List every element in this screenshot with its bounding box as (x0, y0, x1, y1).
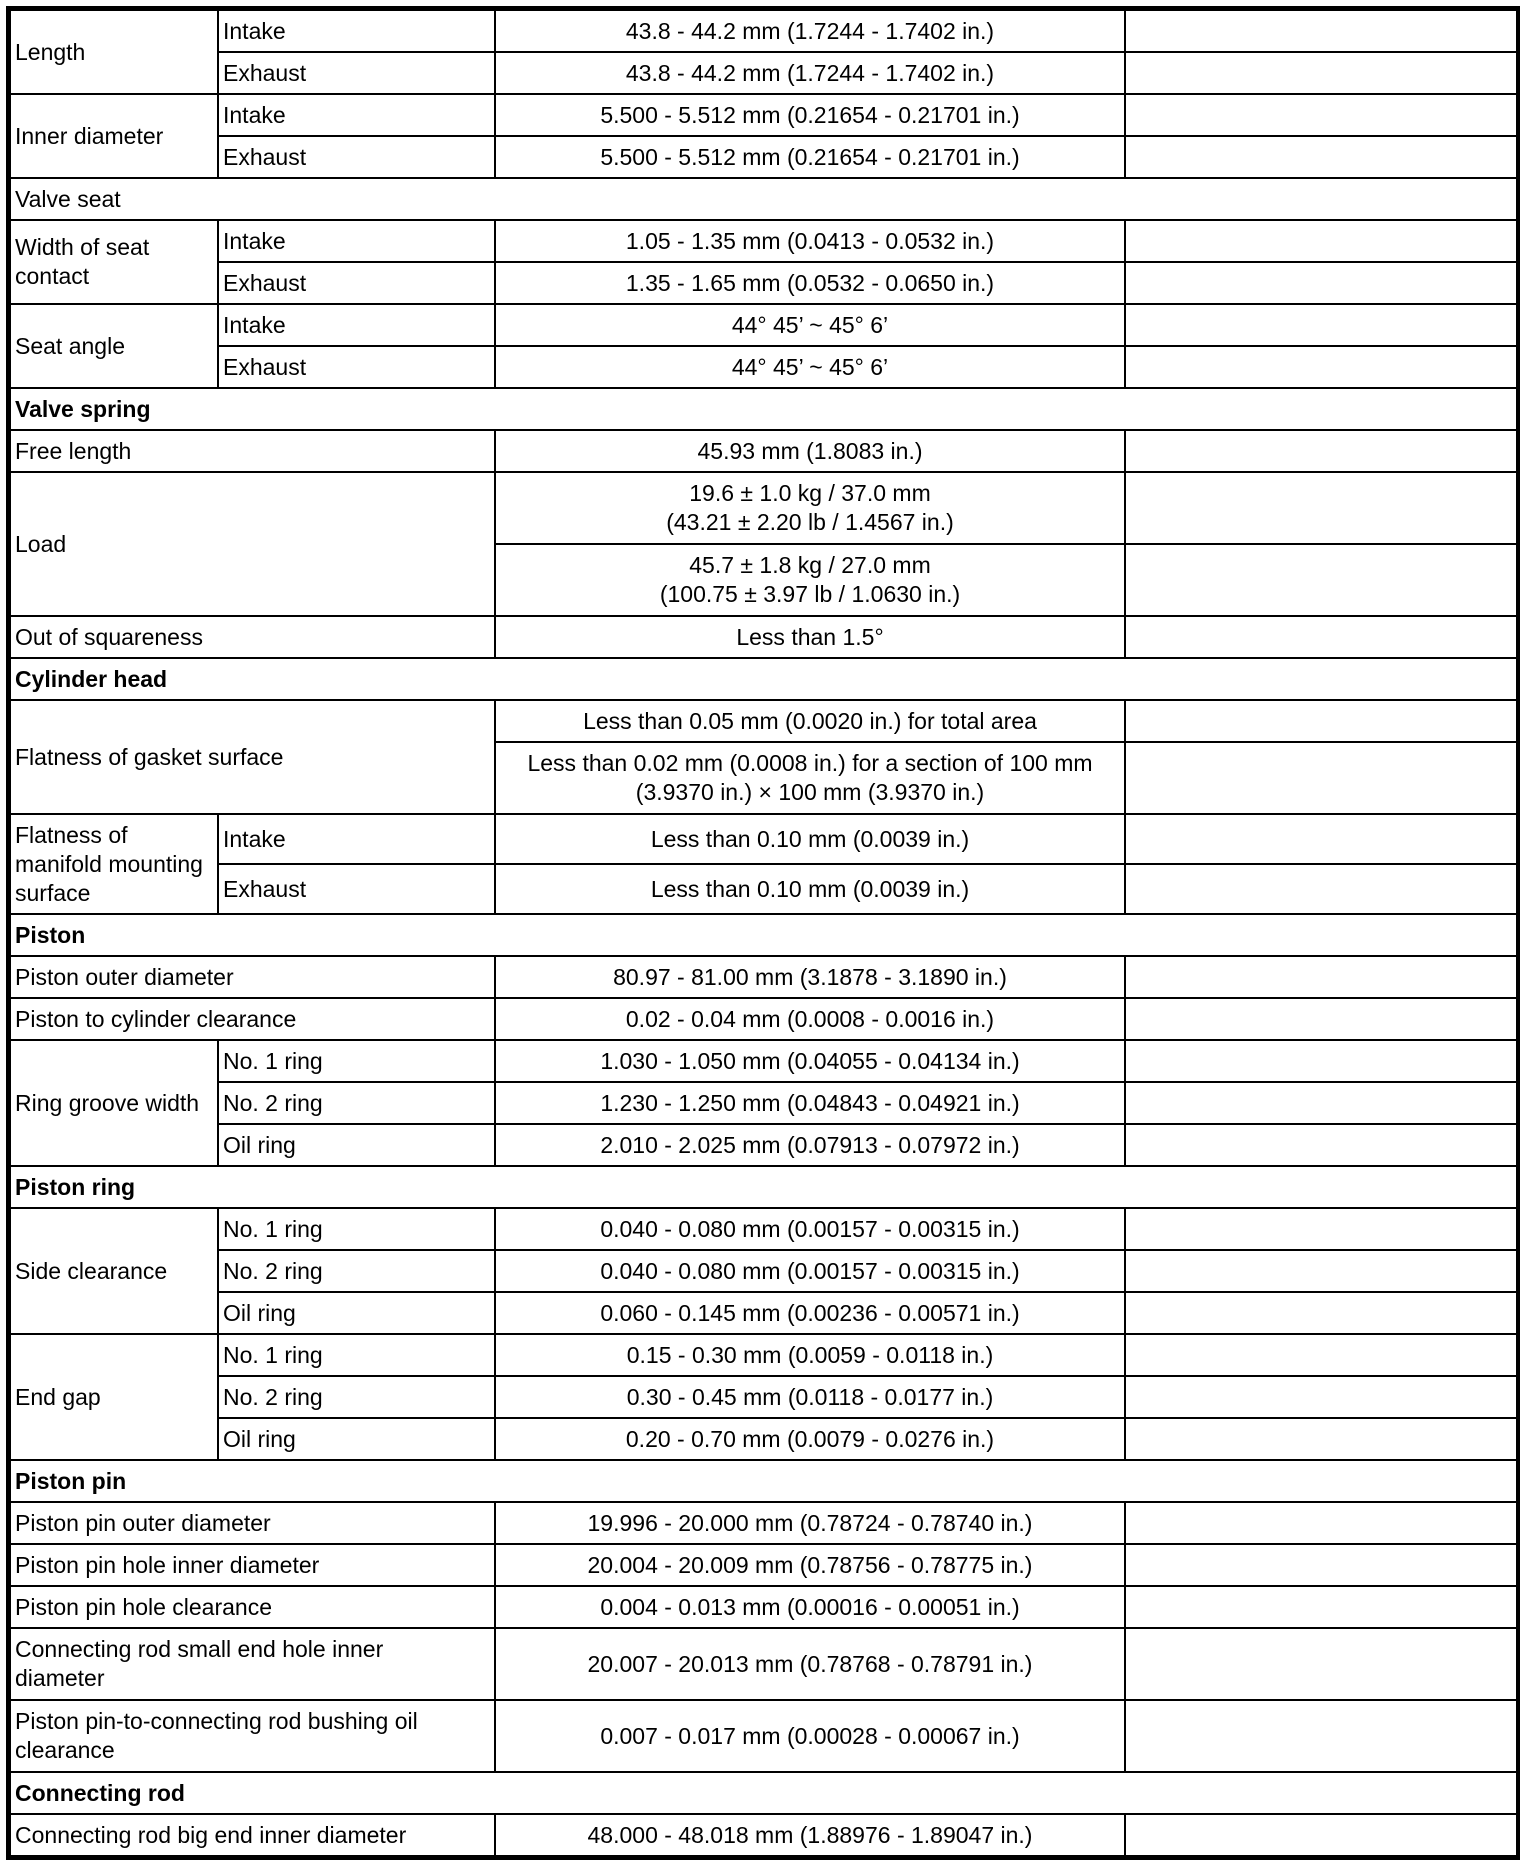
section-row (10, 178, 1517, 220)
sub-label: No. 2 ring (218, 1082, 495, 1124)
spec-value: 0.060 - 0.145 mm (0.00236 - 0.00571 in.) (495, 1292, 1125, 1334)
sub-label: Intake (218, 10, 495, 52)
table-row (10, 1292, 1517, 1334)
blank-cell (1125, 544, 1517, 616)
section-row (10, 658, 1517, 700)
section-heading: Valve seat (10, 178, 1517, 220)
spec-value: 0.30 - 0.45 mm (0.0118 - 0.0177 in.) (495, 1376, 1125, 1418)
item-label: Piston pin hole clearance (10, 1586, 495, 1628)
section-row (10, 1460, 1517, 1502)
sub-label: Intake (218, 94, 495, 136)
group-label: Flatness of manifold mounting surface (10, 814, 218, 914)
spec-value: 0.004 - 0.013 mm (0.00016 - 0.00051 in.) (495, 1586, 1125, 1628)
table-row (10, 346, 1517, 388)
blank-cell (1125, 814, 1517, 864)
blank-cell (1125, 616, 1517, 658)
group-label: Inner diameter (10, 94, 218, 178)
table-row (10, 1334, 1517, 1376)
blank-cell (1125, 1544, 1517, 1586)
sub-label: Exhaust (218, 52, 495, 94)
table-row (10, 472, 1517, 544)
table-row (10, 1040, 1517, 1082)
table-row (10, 998, 1517, 1040)
spec-value: 1.35 - 1.65 mm (0.0532 - 0.0650 in.) (495, 262, 1125, 304)
section-heading: Valve spring (10, 388, 1517, 430)
item-label: Piston pin-to-connecting rod bushing oil clearance (10, 1700, 495, 1772)
blank-cell (1125, 1292, 1517, 1334)
section-heading: Cylinder head (10, 658, 1517, 700)
sub-label: No. 2 ring (218, 1376, 495, 1418)
section-heading: Piston ring (10, 1166, 1517, 1208)
spec-value: 48.000 - 48.018 mm (1.88976 - 1.89047 in.) (495, 1814, 1125, 1856)
item-label: Free length (10, 430, 495, 472)
sub-label: No. 1 ring (218, 1040, 495, 1082)
table-row (10, 1376, 1517, 1418)
blank-cell (1125, 1418, 1517, 1460)
spec-value: 0.040 - 0.080 mm (0.00157 - 0.00315 in.) (495, 1208, 1125, 1250)
blank-cell (1125, 10, 1517, 52)
spec-value: 5.500 - 5.512 mm (0.21654 - 0.21701 in.) (495, 136, 1125, 178)
sub-label: Intake (218, 220, 495, 262)
spec-value: 45.7 ± 1.8 kg / 27.0 mm (100.75 ± 3.97 lb / 1.0630 in.) (495, 544, 1125, 616)
blank-cell (1125, 430, 1517, 472)
sub-label: Oil ring (218, 1418, 495, 1460)
blank-cell (1125, 1208, 1517, 1250)
spec-value: 1.230 - 1.250 mm (0.04843 - 0.04921 in.) (495, 1082, 1125, 1124)
spec-table-body (10, 10, 1517, 1856)
spec-value: Less than 0.05 mm (0.0020 in.) for total area (495, 700, 1125, 742)
spec-value: 43.8 - 44.2 mm (1.7244 - 1.7402 in.) (495, 10, 1125, 52)
spec-value: 0.20 - 0.70 mm (0.0079 - 0.0276 in.) (495, 1418, 1125, 1460)
group-label: Ring groove width (10, 1040, 218, 1166)
group-label: Width of seat contact (10, 220, 218, 304)
sub-label: No. 2 ring (218, 1250, 495, 1292)
spec-value: 44° 45’ ~ 45° 6’ (495, 346, 1125, 388)
blank-cell (1125, 52, 1517, 94)
spec-value: 0.15 - 0.30 mm (0.0059 - 0.0118 in.) (495, 1334, 1125, 1376)
blank-cell (1125, 262, 1517, 304)
sub-label: Exhaust (218, 136, 495, 178)
table-row (10, 52, 1517, 94)
table-row (10, 1250, 1517, 1292)
group-label: Side clearance (10, 1208, 218, 1334)
table-row (10, 262, 1517, 304)
sub-label: No. 1 ring (218, 1208, 495, 1250)
spec-value: Less than 0.10 mm (0.0039 in.) (495, 864, 1125, 914)
spec-value: 44° 45’ ~ 45° 6’ (495, 304, 1125, 346)
table-row (10, 430, 1517, 472)
item-label: Connecting rod small end hole inner diameter (10, 1628, 495, 1700)
blank-cell (1125, 1376, 1517, 1418)
table-row (10, 700, 1517, 742)
table-row (10, 1082, 1517, 1124)
blank-cell (1125, 1814, 1517, 1856)
item-label: Flatness of gasket surface (10, 700, 495, 814)
table-row (10, 616, 1517, 658)
blank-cell (1125, 1040, 1517, 1082)
section-row (10, 1166, 1517, 1208)
blank-cell (1125, 1082, 1517, 1124)
spec-value: 0.040 - 0.080 mm (0.00157 - 0.00315 in.) (495, 1250, 1125, 1292)
section-row (10, 388, 1517, 430)
table-row (10, 1418, 1517, 1460)
table-row (10, 1208, 1517, 1250)
spec-value: 20.007 - 20.013 mm (0.78768 - 0.78791 in.) (495, 1628, 1125, 1700)
table-row (10, 864, 1517, 914)
table-row (10, 1814, 1517, 1856)
sub-label: Exhaust (218, 262, 495, 304)
blank-cell (1125, 1586, 1517, 1628)
table-row (10, 304, 1517, 346)
blank-cell (1125, 472, 1517, 544)
table-row (10, 1502, 1517, 1544)
spec-value: 5.500 - 5.512 mm (0.21654 - 0.21701 in.) (495, 94, 1125, 136)
spec-value: 20.004 - 20.009 mm (0.78756 - 0.78775 in.) (495, 1544, 1125, 1586)
spec-value: 0.007 - 0.017 mm (0.00028 - 0.00067 in.) (495, 1700, 1125, 1772)
sub-label: No. 1 ring (218, 1334, 495, 1376)
spec-value: 19.996 - 20.000 mm (0.78724 - 0.78740 in.) (495, 1502, 1125, 1544)
spec-value: 80.97 - 81.00 mm (3.1878 - 3.1890 in.) (495, 956, 1125, 998)
blank-cell (1125, 998, 1517, 1040)
section-row (10, 914, 1517, 956)
spec-table-frame (6, 6, 1520, 1860)
blank-cell (1125, 742, 1517, 814)
section-row (10, 1772, 1517, 1814)
blank-cell (1125, 1334, 1517, 1376)
blank-cell (1125, 94, 1517, 136)
sub-label: Exhaust (218, 346, 495, 388)
table-row (10, 1124, 1517, 1166)
table-row (10, 94, 1517, 136)
spec-table (9, 9, 1518, 1857)
blank-cell (1125, 1250, 1517, 1292)
section-heading: Piston (10, 914, 1517, 956)
group-label: End gap (10, 1334, 218, 1460)
spec-value: Less than 0.02 mm (0.0008 in.) for a section of 100 mm (3.9370 in.) × 100 mm (3.9370 in.) (495, 742, 1125, 814)
spec-value: 1.030 - 1.050 mm (0.04055 - 0.04134 in.) (495, 1040, 1125, 1082)
spec-value: Less than 1.5° (495, 616, 1125, 658)
table-row (10, 1700, 1517, 1772)
item-label: Piston outer diameter (10, 956, 495, 998)
group-label: Seat angle (10, 304, 218, 388)
spec-value: 0.02 - 0.04 mm (0.0008 - 0.0016 in.) (495, 998, 1125, 1040)
table-row (10, 1628, 1517, 1700)
blank-cell (1125, 1124, 1517, 1166)
table-row (10, 10, 1517, 52)
table-row (10, 814, 1517, 864)
table-row (10, 1586, 1517, 1628)
table-row (10, 136, 1517, 178)
sub-label: Oil ring (218, 1292, 495, 1334)
blank-cell (1125, 136, 1517, 178)
table-row (10, 956, 1517, 998)
blank-cell (1125, 346, 1517, 388)
blank-cell (1125, 1700, 1517, 1772)
item-label: Piston pin outer diameter (10, 1502, 495, 1544)
blank-cell (1125, 1502, 1517, 1544)
spec-value: Less than 0.10 mm (0.0039 in.) (495, 814, 1125, 864)
item-label: Piston pin hole inner diameter (10, 1544, 495, 1586)
table-row (10, 220, 1517, 262)
spec-value: 1.05 - 1.35 mm (0.0413 - 0.0532 in.) (495, 220, 1125, 262)
item-label: Connecting rod big end inner diameter (10, 1814, 495, 1856)
item-label: Piston to cylinder clearance (10, 998, 495, 1040)
spec-value: 43.8 - 44.2 mm (1.7244 - 1.7402 in.) (495, 52, 1125, 94)
group-label: Length (10, 10, 218, 94)
table-row (10, 1544, 1517, 1586)
sub-label: Intake (218, 304, 495, 346)
blank-cell (1125, 220, 1517, 262)
spec-value: 2.010 - 2.025 mm (0.07913 - 0.07972 in.) (495, 1124, 1125, 1166)
spec-value: 19.6 ± 1.0 kg / 37.0 mm (43.21 ± 2.20 lb / 1.4567 in.) (495, 472, 1125, 544)
sub-label: Oil ring (218, 1124, 495, 1166)
item-label: Out of squareness (10, 616, 495, 658)
sub-label: Exhaust (218, 864, 495, 914)
section-heading: Connecting rod (10, 1772, 1517, 1814)
item-label: Load (10, 472, 495, 616)
sub-label: Intake (218, 814, 495, 864)
blank-cell (1125, 864, 1517, 914)
blank-cell (1125, 956, 1517, 998)
blank-cell (1125, 304, 1517, 346)
spec-value: 45.93 mm (1.8083 in.) (495, 430, 1125, 472)
section-heading: Piston pin (10, 1460, 1517, 1502)
blank-cell (1125, 1628, 1517, 1700)
blank-cell (1125, 700, 1517, 742)
